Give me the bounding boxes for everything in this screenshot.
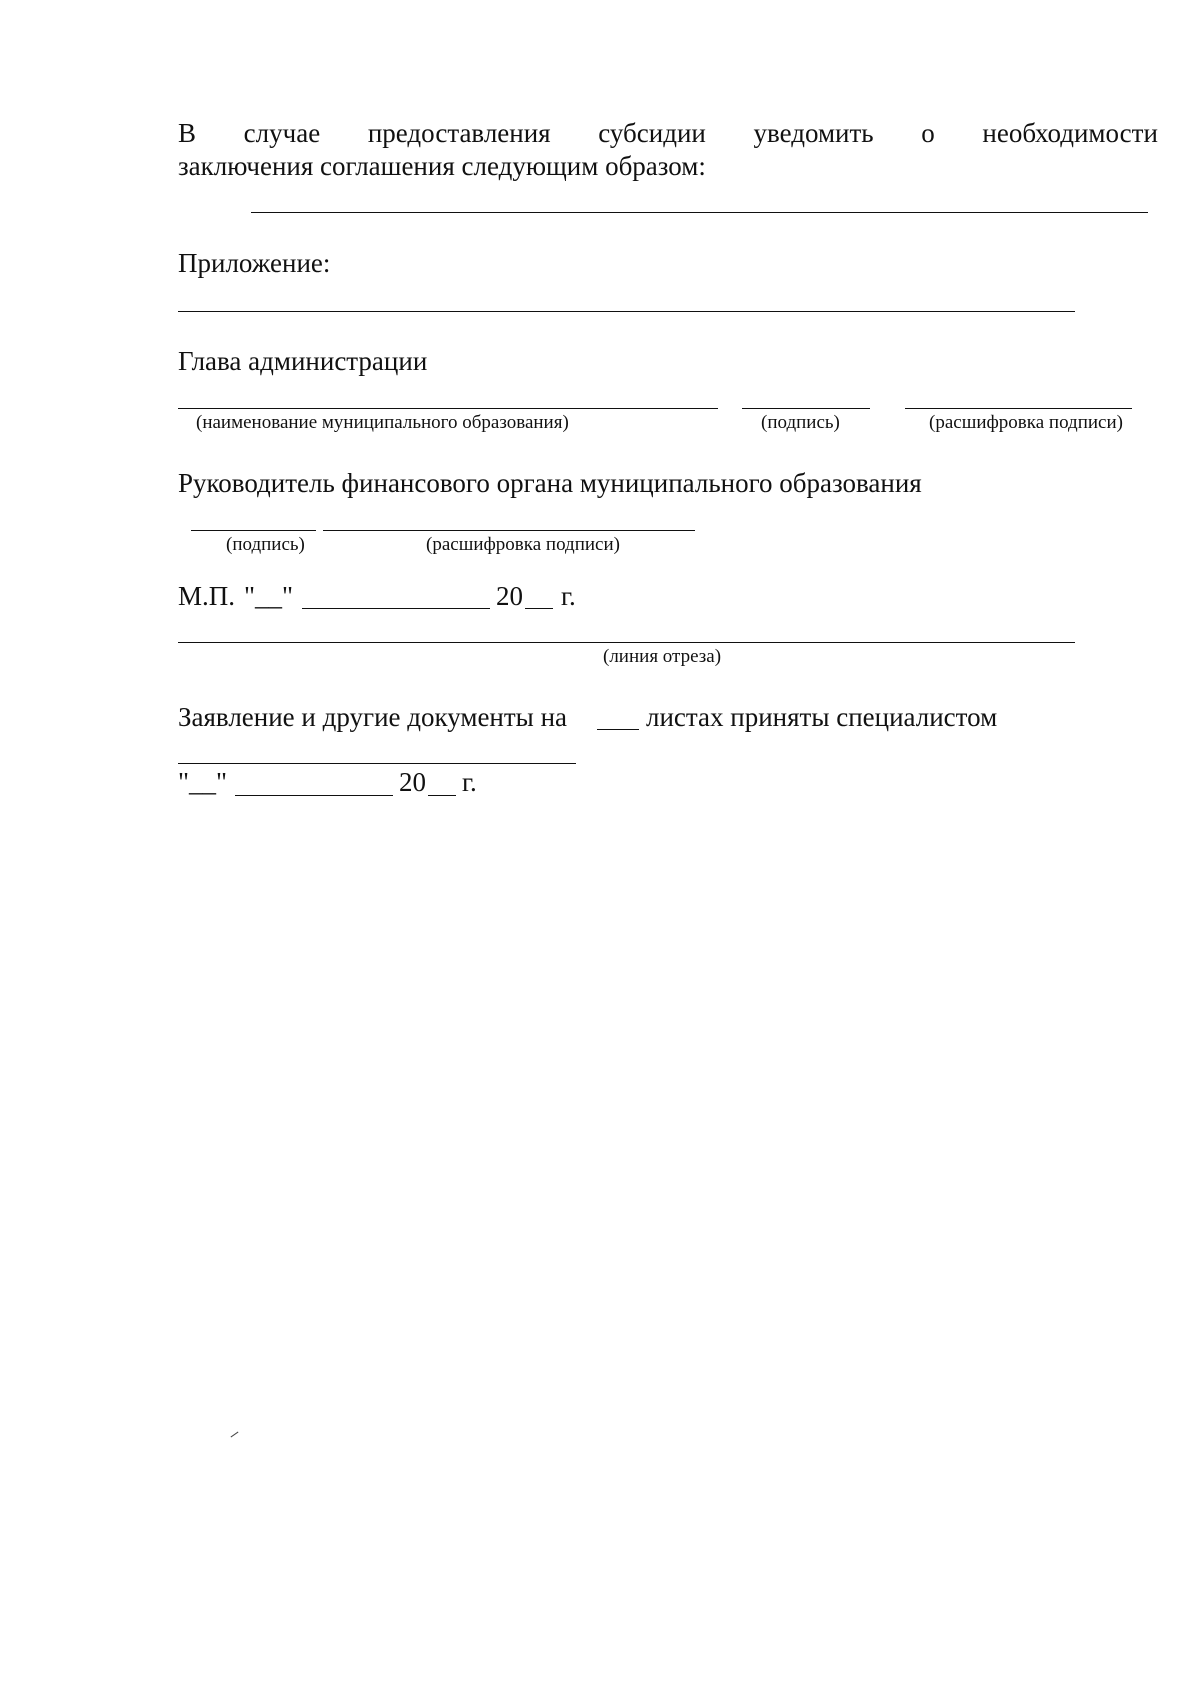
receipt-year-line: [428, 795, 456, 796]
paragraph-line-1: [178, 117, 1158, 149]
stamp-day-blank: "__": [244, 581, 294, 611]
head-decoding-caption: (расшифровка подписи): [929, 412, 1123, 433]
head-decoding-line: [905, 408, 1132, 409]
stamp-month-line: [302, 608, 490, 609]
receipt-day-blank: "__": [178, 767, 228, 797]
head-signature-caption: (подпись): [761, 412, 840, 433]
stray-mark: [231, 1432, 239, 1438]
paragraph-word: случае: [243, 118, 321, 148]
municipality-caption: (наименование муниципального образования): [196, 412, 569, 433]
stamp-year-line: [525, 608, 553, 609]
finance-signature-caption: (подпись): [226, 534, 305, 555]
stamp-label: М.П.: [178, 581, 236, 611]
receipt-month-line: [235, 795, 393, 796]
head-signature-line: [742, 408, 870, 409]
specialist-line: [178, 763, 576, 764]
sheets-count-line: [597, 729, 639, 730]
paragraph-word: В: [178, 118, 197, 148]
stamp-year-prefix: 20: [496, 581, 523, 611]
receipt-year-prefix: 20: [399, 767, 426, 797]
cut-line-caption: (линия отреза): [603, 646, 722, 667]
paragraph-word: предоставления: [367, 118, 551, 148]
finance-head-label: Руководитель финансового органа муниципального образования: [178, 468, 922, 498]
paragraph-word: уведомить: [753, 118, 874, 148]
finance-decoding-line: [323, 530, 695, 531]
paragraph-word: субсидии: [598, 118, 706, 148]
cut-line: [178, 642, 1075, 643]
stamp-year-suffix: г.: [561, 581, 576, 611]
finance-decoding-caption: (расшифровка подписи): [426, 534, 620, 555]
receipt-year-suffix: г.: [462, 767, 477, 797]
appendix-line: [178, 311, 1075, 312]
paragraph-line-2: заключения соглашения следующим образом:: [178, 151, 706, 181]
head-label: Глава администрации: [178, 346, 428, 376]
receipt-text-start: Заявление и другие документы на: [178, 702, 568, 732]
municipality-name-line: [178, 408, 718, 409]
paragraph-word: о: [921, 118, 935, 148]
paragraph-word: необходимости: [982, 118, 1158, 148]
notification-method-line: [251, 212, 1148, 213]
appendix-label: Приложение:: [178, 248, 331, 278]
finance-signature-line: [191, 530, 316, 531]
receipt-text-end: листах приняты специалистом: [646, 702, 998, 732]
